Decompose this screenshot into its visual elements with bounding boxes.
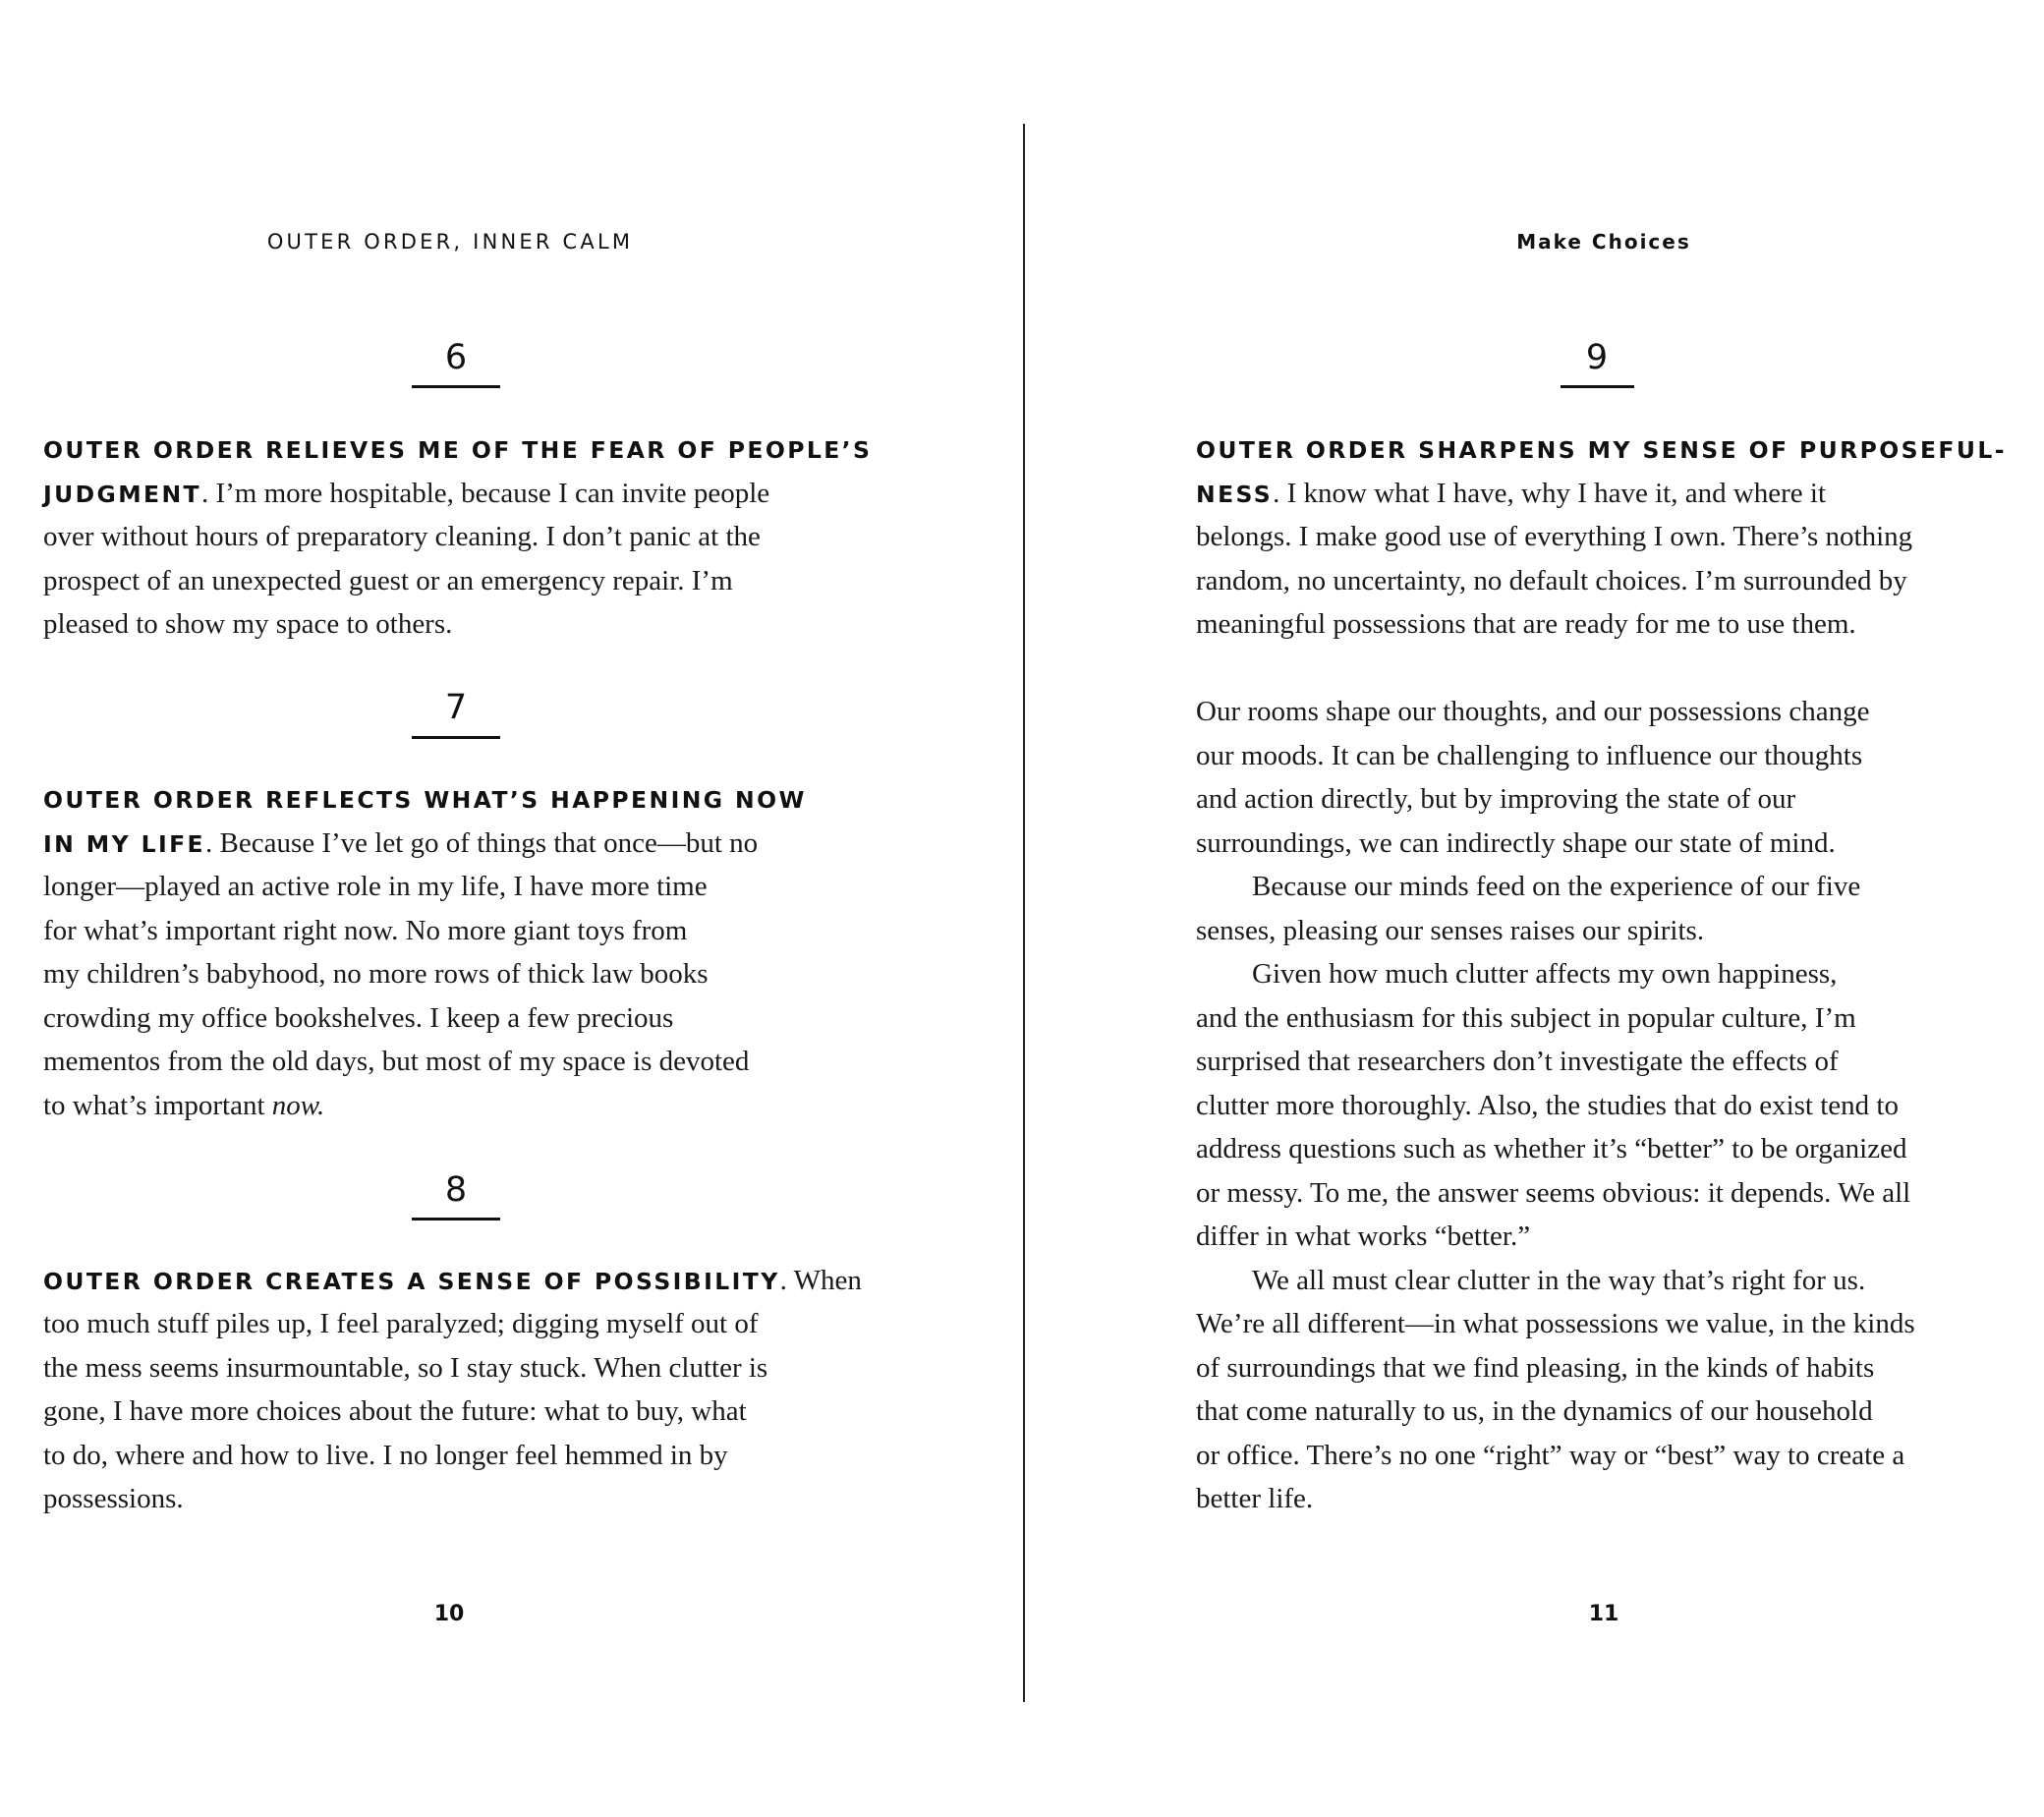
text-line (43, 822, 758, 865)
body-text: random, no uncertainty, no default choices. I’m surrounded by (1196, 564, 1907, 596)
item-heading: IN MY LIFE (43, 829, 205, 858)
body-text: We’re all different—in what possessions we value, in the kinds (1196, 1308, 1915, 1339)
body-text: . I know what I have, why I have it, and where it (1273, 477, 1827, 509)
text-line (43, 1434, 728, 1477)
text-line (43, 559, 733, 602)
body-text: possessions. (43, 1483, 184, 1514)
body-text: to do, where and how to live. I no longer feel hemmed in by (43, 1439, 728, 1471)
text-line (1196, 602, 1856, 646)
book-gutter-divider (1023, 124, 1025, 1702)
section-number-rule (1561, 385, 1634, 388)
body-text: . When (779, 1264, 862, 1296)
page-number-right: 11 (1588, 1602, 1619, 1626)
text-line (43, 1477, 184, 1520)
text-line (1196, 1346, 1874, 1390)
body-text: that come naturally to us, in the dynamics of our household (1196, 1395, 1873, 1427)
body-text: clutter more thoroughly. Also, the studies that do exist tend to (1196, 1089, 1899, 1121)
text-line (1196, 1259, 1865, 1302)
body-text: or messy. To me, the answer seems obvious: it depends. We all (1196, 1176, 1911, 1209)
text-line (43, 1390, 747, 1433)
text-line (43, 1346, 767, 1390)
running-head-right: Make Choices (1516, 230, 1691, 254)
text-line (1196, 690, 1869, 733)
body-text: or office. There’s no one “right” way or “best” way to create a (1196, 1439, 1905, 1471)
text-line (1196, 909, 1704, 952)
body-text: belongs. I make good use of everything I own. There’s nothing (1196, 521, 1913, 552)
text-line (43, 909, 687, 952)
text-line (43, 1040, 749, 1083)
text-line (43, 1302, 759, 1345)
text-line (1196, 952, 1837, 995)
text-line (1196, 1302, 1915, 1345)
item-heading: NESS (1196, 480, 1274, 508)
text-line (43, 952, 709, 995)
body-text: prospect of an unexpected guest or an emergency repair. I’m (43, 564, 733, 596)
body-text: surroundings, we can indirectly shape our state of mind. (1196, 826, 1836, 859)
body-text: . Because I’ve let go of things that once—but no (205, 826, 759, 859)
text-line (1196, 1040, 1839, 1083)
body-text: better life. (1196, 1483, 1314, 1514)
text-line (1196, 427, 2007, 471)
body-text: Because our minds feed on the experience of our five (1252, 871, 1861, 902)
emphasis-text: now. (271, 1089, 325, 1121)
section-number-rule (412, 1218, 500, 1221)
section-number: 8 (444, 1170, 468, 1210)
text-line (1196, 822, 1836, 865)
text-line (1196, 1390, 1873, 1433)
text-line (1196, 1127, 1906, 1170)
item-heading: JUDGMENT (43, 480, 201, 508)
body-text: mementos from the old days, but most of my space is devoted (43, 1046, 750, 1077)
body-text: . I’m more hospitable, because I can invite people (200, 477, 770, 509)
body-text: our moods. It can be challenging to influence our thoughts (1196, 739, 1863, 771)
text-line (43, 427, 872, 471)
text-line (43, 602, 452, 646)
text-line (1196, 559, 1907, 602)
section-number: 7 (444, 688, 468, 727)
text-line (1196, 996, 1856, 1040)
body-text: for what’s important right now. No more giant toys from (43, 914, 688, 946)
item-heading: OUTER ORDER SHARPENS MY SENSE OF PURPOSEFUL- (1196, 436, 2007, 464)
text-line (43, 515, 761, 558)
text-line (43, 865, 708, 908)
body-text: over without hours of preparatory cleaning. I don’t panic at the (43, 521, 761, 552)
body-text: too much stuff piles up, I feel paralyzed; digging myself out of (43, 1308, 759, 1339)
body-text: address questions such as whether it’s “better” to be organized (1196, 1133, 1907, 1164)
body-text: We all must clear clutter in the way that’s right for us. (1252, 1264, 1866, 1296)
section-number-rule (412, 736, 500, 739)
item-heading: OUTER ORDER CREATES A SENSE OF POSSIBILITY (43, 1267, 780, 1295)
section-number: 9 (1585, 338, 1609, 377)
body-text: and the enthusiasm for this subject in popular culture, I’m (1196, 1001, 1856, 1034)
item-heading: OUTER ORDER RELIEVES ME OF THE FEAR OF PEOPLE’S (43, 436, 873, 464)
body-text: meaningful possessions that are ready for me to use them. (1196, 608, 1856, 640)
section-number: 6 (444, 338, 468, 377)
text-line (1196, 1434, 1904, 1477)
text-line (1196, 472, 1826, 515)
text-line (1196, 777, 1795, 821)
page-number-left: 10 (433, 1602, 465, 1626)
body-text: senses, pleasing our senses raises our spirits. (1196, 914, 1705, 946)
text-line (1196, 865, 1860, 908)
text-line (1196, 515, 1912, 558)
body-text: differ in what works “better.” (1196, 1221, 1531, 1252)
body-text: my children’s babyhood, no more rows of thick law books (43, 958, 709, 990)
text-line (43, 996, 673, 1040)
body-text: Our rooms shape our thoughts, and our possessions change (1196, 696, 1870, 727)
body-text: and action directly, but by improving the state of our (1196, 783, 1796, 815)
body-text: Given how much clutter affects my own happiness, (1252, 958, 1838, 990)
right-page (1026, 0, 2044, 1817)
text-line (43, 1084, 324, 1127)
running-head-left: OUTER ORDER, INNER CALM (266, 230, 634, 254)
text-line (1196, 1171, 1910, 1215)
body-text: pleased to show my space to others. (43, 608, 453, 640)
text-line (43, 777, 807, 821)
text-line (1196, 1477, 1313, 1520)
body-text: crowding my office bookshelves. I keep a few precious (43, 1001, 674, 1034)
text-line (43, 1259, 862, 1302)
text-line (43, 472, 769, 515)
body-text: the mess seems insurmountable, so I stay stuck. When clutter is (43, 1351, 768, 1384)
body-text: surprised that researchers don’t investigate the effects of (1196, 1046, 1839, 1077)
body-text: of surroundings that we find pleasing, in the kinds of habits (1196, 1351, 1875, 1384)
body-text: to what’s important (43, 1089, 272, 1121)
item-heading: OUTER ORDER REFLECTS WHAT’S HAPPENING NOW (43, 786, 807, 814)
body-text: longer—played an active role in my life, I have more time (43, 871, 708, 902)
text-line (1196, 734, 1862, 777)
text-line (1196, 1084, 1899, 1127)
text-line (1196, 1215, 1530, 1258)
section-number-rule (412, 385, 500, 388)
body-text: gone, I have more choices about the future: what to buy, what (43, 1395, 747, 1427)
